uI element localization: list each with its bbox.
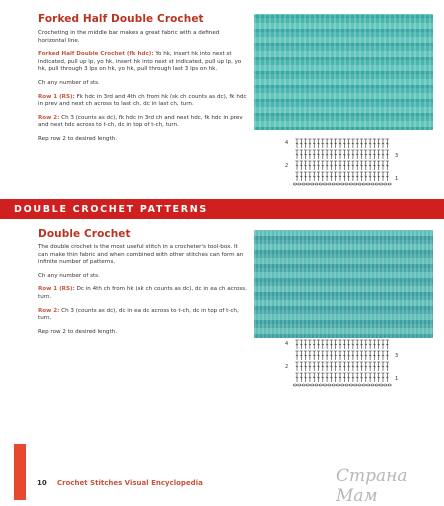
stitch-crossbar [343, 143, 345, 144]
stitch-crossbar [313, 176, 315, 177]
stitch-crossbar [296, 154, 298, 155]
stitch-crossbar [304, 355, 306, 356]
chain-symbol [302, 183, 305, 185]
stitch-crossbar [339, 143, 341, 144]
stitch-crossbar [382, 377, 384, 378]
stitch-crossbar [365, 377, 367, 378]
row2-label: Row 2: [38, 307, 60, 314]
stitch-crossbar [382, 344, 384, 345]
row2-text: Ch 3 (counts as dc), fk hdc in 3rd ch and next hdc, fk hdc in prev and next hdc across to t-ch, dc in top of t-ch, turn. [38, 114, 243, 129]
stitch-crossbar [322, 176, 324, 177]
stitch-crossbar [352, 154, 354, 155]
chain-symbol [354, 183, 357, 185]
stitch-crossbar [322, 143, 324, 144]
section2-intro: The double crochet is the most useful stitch in a crocheter's tool-box. It can make thin fabric and when combined with other stitches can form an infinite number of patterns. [38, 244, 244, 266]
stitch-crossbar [309, 377, 311, 378]
section1-chain-note: Ch any number of sts. [38, 79, 100, 86]
chain-symbol [375, 384, 378, 386]
stitch-crossbar [330, 377, 332, 378]
chain-symbol [315, 384, 318, 386]
double-crochet-swatch-photo [254, 230, 433, 338]
row1-label: Row 1 (RS): [38, 286, 75, 293]
stitch-crossbar [326, 344, 328, 345]
stitch-crossbar [339, 154, 341, 155]
definition-label: Forked Half Double Crochet (fk hdc): [38, 51, 154, 58]
diagram2-row-label: 1 [395, 376, 399, 382]
stitch-crossbar [330, 366, 332, 367]
stitch-crossbar [339, 355, 341, 356]
chain-symbol [371, 384, 374, 386]
stitch-crossbar [317, 366, 319, 367]
chain-symbol [306, 183, 309, 185]
section2-title: Double Crochet [38, 228, 131, 240]
stitch-crossbar [335, 355, 337, 356]
stitch-crossbar [365, 143, 367, 144]
stitch-crossbar [326, 355, 328, 356]
stitch-crossbar [317, 344, 319, 345]
stitch-crossbar [326, 377, 328, 378]
stitch-crossbar [369, 355, 371, 356]
stitch-crossbar [382, 154, 384, 155]
section1-row1 [38, 94, 248, 109]
stitch-crossbar [343, 165, 345, 166]
stitch-crossbar [313, 355, 315, 356]
stitch-crossbar [365, 165, 367, 166]
stitch-crossbar [304, 366, 306, 367]
chain-symbol [349, 183, 352, 185]
stitch-crossbar [300, 176, 302, 177]
stitch-crossbar [304, 176, 306, 177]
row2-text: Ch 3 (counts as dc), dc in ea dc across to t-ch, dc in top of t-ch, turn. [38, 307, 239, 322]
stitch-crossbar [309, 165, 311, 166]
stitch-crossbar [317, 355, 319, 356]
stitch-crossbar [382, 176, 384, 177]
stitch-crossbar [365, 366, 367, 367]
stitch-crossbar [309, 366, 311, 367]
chain-symbol [298, 384, 301, 386]
stitch-crossbar [373, 143, 375, 144]
stitch-crossbar [300, 165, 302, 166]
forked-hdc-chart-diagram [283, 136, 403, 188]
stitch-crossbar [369, 366, 371, 367]
stitch-crossbar [304, 377, 306, 378]
stitch-crossbar [343, 377, 345, 378]
stitch-crossbar [382, 355, 384, 356]
stitch-crossbar [386, 366, 388, 367]
stitch-crossbar [356, 344, 358, 345]
stitch-crossbar [313, 366, 315, 367]
stitch-crossbar [322, 165, 324, 166]
chain-symbol [332, 384, 335, 386]
stitch-crossbar [330, 355, 332, 356]
stitch-crossbar [309, 143, 311, 144]
chain-symbol [358, 183, 361, 185]
section2-chain-note: Ch any number of sts. [38, 272, 100, 279]
stitch-crossbar [356, 355, 358, 356]
diagram1-row-label: 2 [285, 163, 289, 169]
diagram2-row-label: 3 [395, 353, 399, 359]
stitch-crossbar [378, 366, 380, 367]
chain-symbol [332, 183, 335, 185]
stitch-crossbar [330, 143, 332, 144]
stitch-crossbar [296, 176, 298, 177]
stitch-crossbar [300, 344, 302, 345]
row1-label: Row 1 (RS): [38, 93, 75, 100]
stitch-crossbar [356, 377, 358, 378]
stitch-crossbar [356, 176, 358, 177]
stitch-crossbar [382, 165, 384, 166]
chain-symbol [354, 384, 357, 386]
stitch-crossbar [382, 143, 384, 144]
stitch-crossbar [326, 165, 328, 166]
stitch-crossbar [335, 165, 337, 166]
stitch-crossbar [352, 366, 354, 367]
stitch-crossbar [343, 366, 345, 367]
stitch-crossbar [360, 344, 362, 345]
stitch-crossbar [360, 165, 362, 166]
chain-symbol [293, 183, 296, 185]
stitch-crossbar [352, 143, 354, 144]
stitch-crossbar [378, 143, 380, 144]
stitch-crossbar [347, 176, 349, 177]
stitch-crossbar [343, 344, 345, 345]
diagram1-symbols [293, 139, 391, 185]
band-title: DOUBLE CROCHET PATTERNS [14, 204, 208, 215]
section1-text [38, 30, 248, 150]
chain-symbol [371, 183, 374, 185]
stitch-crossbar [300, 143, 302, 144]
definition-text: Yo hk, insert hk into next st indicated, pull up lp, yo hk, insert hk into next st indicated, pull up lp, yo hk, pull through 3 lps on hk, yo hk, pull through last 3 lps on hk. [38, 51, 242, 73]
stitch-crossbar [317, 165, 319, 166]
chain-symbol [319, 384, 322, 386]
stitch-crossbar [386, 355, 388, 356]
stitch-crossbar [339, 344, 341, 345]
stitch-crossbar [317, 154, 319, 155]
stitch-crossbar [313, 377, 315, 378]
diagram1-row-label: 4 [285, 140, 289, 146]
stitch-crossbar [296, 165, 298, 166]
chain-symbol [319, 183, 322, 185]
chain-symbol [345, 384, 348, 386]
stitch-crossbar [335, 154, 337, 155]
stitch-crossbar [386, 176, 388, 177]
stitch-crossbar [378, 377, 380, 378]
stitch-crossbar [339, 176, 341, 177]
diagram1-row-label: 1 [395, 176, 399, 182]
row2-label: Row 2: [38, 114, 60, 121]
stitch-crossbar [347, 154, 349, 155]
stitch-crossbar [347, 377, 349, 378]
stitch-crossbar [373, 366, 375, 367]
stitch-crossbar [373, 176, 375, 177]
stitch-crossbar [369, 165, 371, 166]
stitch-crossbar [386, 344, 388, 345]
stitch-crossbar [347, 344, 349, 345]
stitch-crossbar [343, 355, 345, 356]
stitch-crossbar [352, 377, 354, 378]
book-title: Crochet Stitches Visual Encyclopedia [57, 479, 203, 487]
section1-intro: Crocheting in the middle bar makes a great fabric with a defined horizontal line. [38, 30, 220, 44]
stitch-crossbar [313, 143, 315, 144]
stitch-crossbar [373, 355, 375, 356]
stitch-crossbar [326, 154, 328, 155]
chain-symbol [302, 384, 305, 386]
page-number: 10 [37, 479, 47, 487]
chain-symbol [336, 183, 339, 185]
chain-symbol [349, 384, 352, 386]
stitch-crossbar [382, 366, 384, 367]
stitch-crossbar [365, 355, 367, 356]
stitch-crossbar [300, 377, 302, 378]
stitch-crossbar [378, 176, 380, 177]
section2-repeat-note: Rep row 2 to desired length. [38, 328, 118, 335]
stitch-crossbar [317, 176, 319, 177]
diagram2-row-label: 4 [285, 341, 289, 347]
row1-text: Fk hdc in 3rd and 4th ch from hk (sk ch counts as dc), fk hdc in prev and next ch across to last ch, dc in last ch, turn. [38, 93, 247, 108]
section1-repeat-note: Rep row 2 to desired length. [38, 135, 118, 142]
stitch-crossbar [317, 143, 319, 144]
stitch-crossbar [352, 165, 354, 166]
chain-symbol [362, 183, 365, 185]
stitch-crossbar [330, 165, 332, 166]
chain-symbol [311, 384, 314, 386]
chain-symbol [341, 384, 344, 386]
chain-symbol [384, 183, 387, 185]
stitch-crossbar [326, 143, 328, 144]
stitch-crossbar [365, 154, 367, 155]
stitch-crossbar [347, 355, 349, 356]
stitch-crossbar [356, 143, 358, 144]
stitch-crossbar [335, 143, 337, 144]
stitch-crossbar [330, 344, 332, 345]
stitch-crossbar [373, 377, 375, 378]
stitch-crossbar [339, 377, 341, 378]
stitch-crossbar [356, 154, 358, 155]
section2-row2 [38, 308, 248, 323]
stitch-crossbar [356, 165, 358, 166]
chain-symbol [298, 183, 301, 185]
stitch-crossbar [369, 154, 371, 155]
chain-symbol [375, 183, 378, 185]
double-crochet-chart-diagram [283, 338, 403, 388]
stitch-crossbar [378, 154, 380, 155]
chain-symbol [367, 384, 370, 386]
stitch-crossbar [304, 143, 306, 144]
stitch-crossbar [339, 165, 341, 166]
stitch-crossbar [360, 355, 362, 356]
stitch-crossbar [386, 143, 388, 144]
stitch-crossbar [369, 143, 371, 144]
stitch-crossbar [330, 154, 332, 155]
chain-symbol [388, 183, 391, 185]
chain-symbol [324, 183, 327, 185]
stitch-crossbar [322, 344, 324, 345]
stitch-crossbar [373, 154, 375, 155]
stitch-crossbar [313, 154, 315, 155]
stitch-crossbar [335, 366, 337, 367]
chain-symbol [362, 384, 365, 386]
stitch-crossbar [304, 344, 306, 345]
stitch-crossbar [335, 377, 337, 378]
section2-row1 [38, 286, 248, 301]
stitch-crossbar [369, 377, 371, 378]
diagram2-symbols [293, 340, 391, 386]
stitch-crossbar [296, 143, 298, 144]
stitch-crossbar [317, 377, 319, 378]
stitch-crossbar [352, 344, 354, 345]
section1-row2 [38, 115, 248, 130]
stitch-crossbar [386, 377, 388, 378]
chain-symbol [324, 384, 327, 386]
stitch-crossbar [343, 154, 345, 155]
stitch-crossbar [304, 154, 306, 155]
stitch-crossbar [309, 355, 311, 356]
stitch-crossbar [326, 176, 328, 177]
stitch-crossbar [304, 165, 306, 166]
chain-symbol [293, 384, 296, 386]
stitch-crossbar [335, 344, 337, 345]
stitch-crossbar [373, 165, 375, 166]
chain-symbol [388, 384, 391, 386]
stitch-crossbar [378, 355, 380, 356]
stitch-crossbar [360, 154, 362, 155]
stitch-crossbar [309, 176, 311, 177]
chain-symbol [341, 183, 344, 185]
chain-symbol [384, 384, 387, 386]
chain-symbol [328, 384, 331, 386]
stitch-crossbar [369, 176, 371, 177]
stitch-crossbar [322, 377, 324, 378]
stitch-crossbar [309, 154, 311, 155]
chain-symbol [328, 183, 331, 185]
stitch-crossbar [360, 176, 362, 177]
stitch-crossbar [352, 355, 354, 356]
stitch-crossbar [365, 344, 367, 345]
stitch-crossbar [369, 344, 371, 345]
stitch-crossbar [300, 154, 302, 155]
stitch-crossbar [313, 165, 315, 166]
stitch-crossbar [296, 344, 298, 345]
row1-text: Dc in 4th ch from hk (sk ch counts as dc), dc in ea ch across, turn. [38, 286, 247, 300]
stitch-crossbar [335, 176, 337, 177]
stitch-crossbar [296, 366, 298, 367]
stitch-crossbar [378, 344, 380, 345]
stitch-crossbar [360, 143, 362, 144]
chain-symbol [345, 183, 348, 185]
watermark-logo: Страна Мам [336, 466, 408, 506]
stitch-crossbar [386, 154, 388, 155]
stitch-crossbar [343, 176, 345, 177]
chain-symbol [379, 183, 382, 185]
stitch-crossbar [322, 154, 324, 155]
stitch-crossbar [326, 366, 328, 367]
stitch-crossbar [322, 355, 324, 356]
stitch-crossbar [347, 165, 349, 166]
stitch-crossbar [386, 165, 388, 166]
diagram1-row-label: 3 [395, 153, 399, 159]
stitch-crossbar [313, 344, 315, 345]
section1-title: Forked Half Double Crochet [38, 13, 204, 25]
forked-hdc-swatch-photo [254, 14, 433, 130]
stitch-crossbar [356, 366, 358, 367]
stitch-crossbar [330, 176, 332, 177]
chain-symbol [367, 183, 370, 185]
stitch-crossbar [347, 366, 349, 367]
chain-symbol [336, 384, 339, 386]
stitch-crossbar [296, 377, 298, 378]
stitch-crossbar [339, 366, 341, 367]
stitch-crossbar [365, 176, 367, 177]
section2-text [38, 244, 248, 342]
stitch-crossbar [347, 143, 349, 144]
stitch-crossbar [300, 366, 302, 367]
chain-symbol [306, 384, 309, 386]
chain-symbol [379, 384, 382, 386]
stitch-crossbar [296, 355, 298, 356]
diagram2-row-label: 2 [285, 364, 289, 370]
stitch-crossbar [360, 377, 362, 378]
footer-accent-bar [14, 444, 26, 500]
stitch-crossbar [360, 366, 362, 367]
stitch-crossbar [378, 165, 380, 166]
stitch-crossbar [322, 366, 324, 367]
chain-symbol [311, 183, 314, 185]
chain-symbol [315, 183, 318, 185]
stitch-crossbar [352, 176, 354, 177]
chain-symbol [358, 384, 361, 386]
stitch-crossbar [309, 344, 311, 345]
stitch-crossbar [300, 355, 302, 356]
stitch-crossbar [373, 344, 375, 345]
section1-definition [38, 51, 248, 74]
